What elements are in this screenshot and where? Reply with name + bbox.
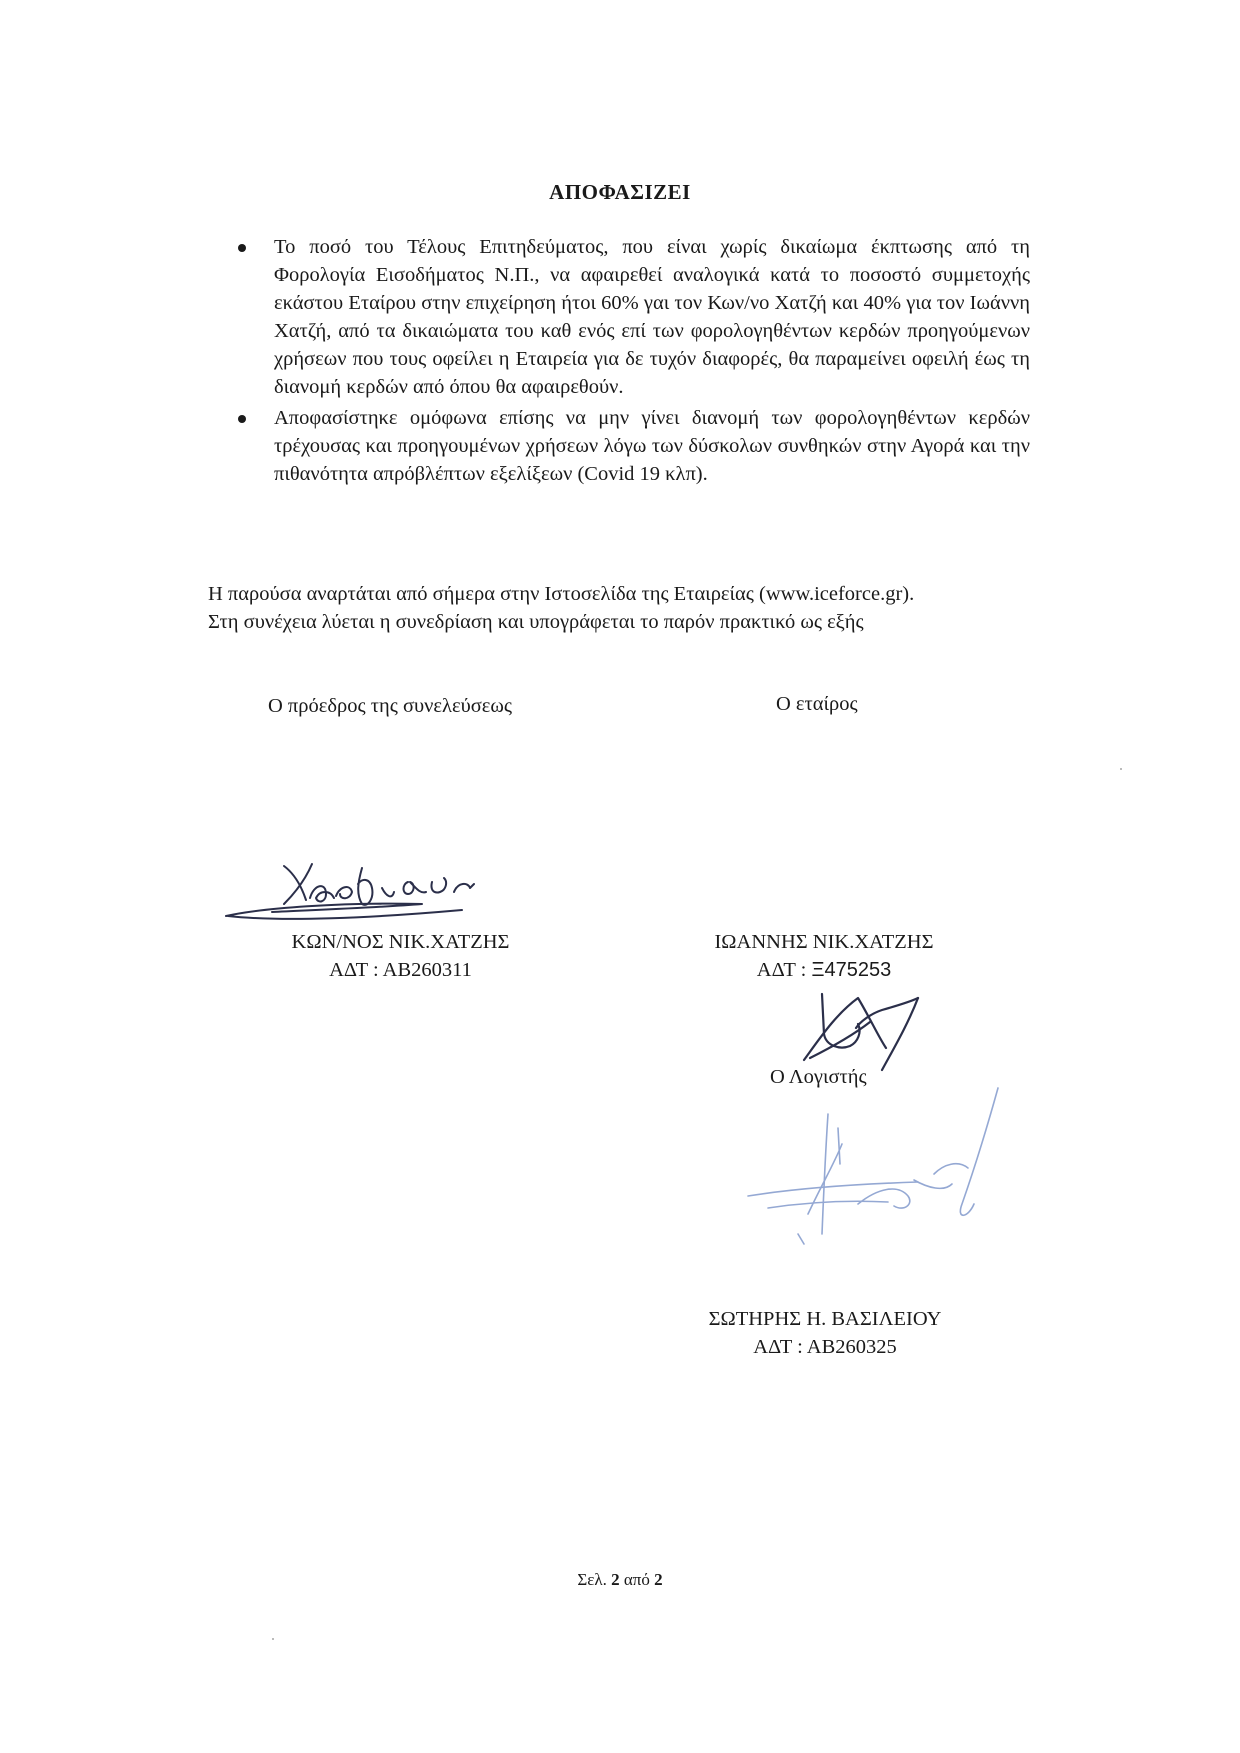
accountant-title: Ο Λογιστής [770,1066,867,1088]
chairman-signature-text: Χατζηκων [222,838,227,839]
resolution-list [238,233,1030,491]
accountant-id: ΑΔΤ : ΑΒ260325 [753,1336,897,1358]
page-number [0,1570,1240,1590]
accountant-stamp-signature [738,1084,1038,1254]
partner-title: Ο εταίρος [776,693,858,715]
bullet-icon [238,244,246,252]
publication-note: Η παρούσα αναρτάται από σήμερα στην Ιστοσελίδα της Εταιρείας (www.iceforce.gr). [208,583,915,605]
list-item [274,233,1030,401]
page-number-prefix: Σελ. [577,1570,612,1589]
page-number-middle: από [619,1570,655,1589]
list-item [274,404,1030,488]
chairman-id: ΑΔΤ : ΑΒ260311 [329,959,472,981]
resolution-text: Το ποσό του Τέλους Επιτηδεύματος, που είναι χωρίς δικαίωμα έκπτωσης από τη Φορολογία Εισοδήματος Ν.Π., να αφαιρεθεί αναλογικά κατά το ποσοστό συμμετοχής εκάστου Εταίρου στην επιχείρηση ήτοι 60% γαι τον Κων/νο Χατζή και 40% για τον Ιωάννη Χατζή, από τα δικαιώματα του καθ ενός επί των φορολογηθέντων κερδών προηγούμενων χρήσεων που τους οφείλει η Εταιρεία για δε τυχόν διαφορές, θα παραμείνει οφειλή έως τη διανομή κερδών από όπου θα αφαιρεθούν. [274,236,1030,398]
page-number-current: 2 [611,1570,620,1589]
page-number-total: 2 [654,1570,663,1589]
scan-speck [272,1638,274,1640]
chairman-signature [222,838,522,928]
accountant-name: ΣΩΤΗΡΗΣ Η. ΒΑΣΙΛΕΙΟΥ [708,1308,942,1330]
partner-id [668,956,980,984]
closing-note [208,580,1038,636]
partner-id-label: ΑΔΤ : [756,959,812,981]
document-heading: ΑΠΟΦΑΣΙΖΕΙ [549,180,691,204]
chairman-title: Ο πρόεδρος της συνελεύσεως [268,695,512,717]
chairman-block [248,928,553,984]
partner-name: ΙΩΑΝΝΗΣ ΝΙΚ.ΧΑΤΖΗΣ [714,931,934,953]
accountant-block [660,1305,990,1361]
partner-block [668,928,980,984]
bullet-icon [238,415,246,423]
resolution-text: Αποφασίστηκε ομόφωνα επίσης να μην γίνει διανομή των φορολογηθέντων κερδών τρέχουσας και προηγουμένων χρήσεων λόγω των δύσκολων συνθηκών στην Αγορά και την πιθανότητα απρόβλέπτων εξελίξεων (Covid 19 κλπ). [274,407,1030,485]
partner-id-number: Ξ475253 [811,959,892,981]
closing-statement: Στη συνέχεια λύεται η συνεδρίαση και υπογράφεται το παρόν πρακτικό ως εξής [208,611,864,633]
scan-speck [1120,768,1122,770]
chairman-name: ΚΩΝ/ΝΟΣ ΝΙΚ.ΧΑΤΖΗΣ [291,931,510,953]
